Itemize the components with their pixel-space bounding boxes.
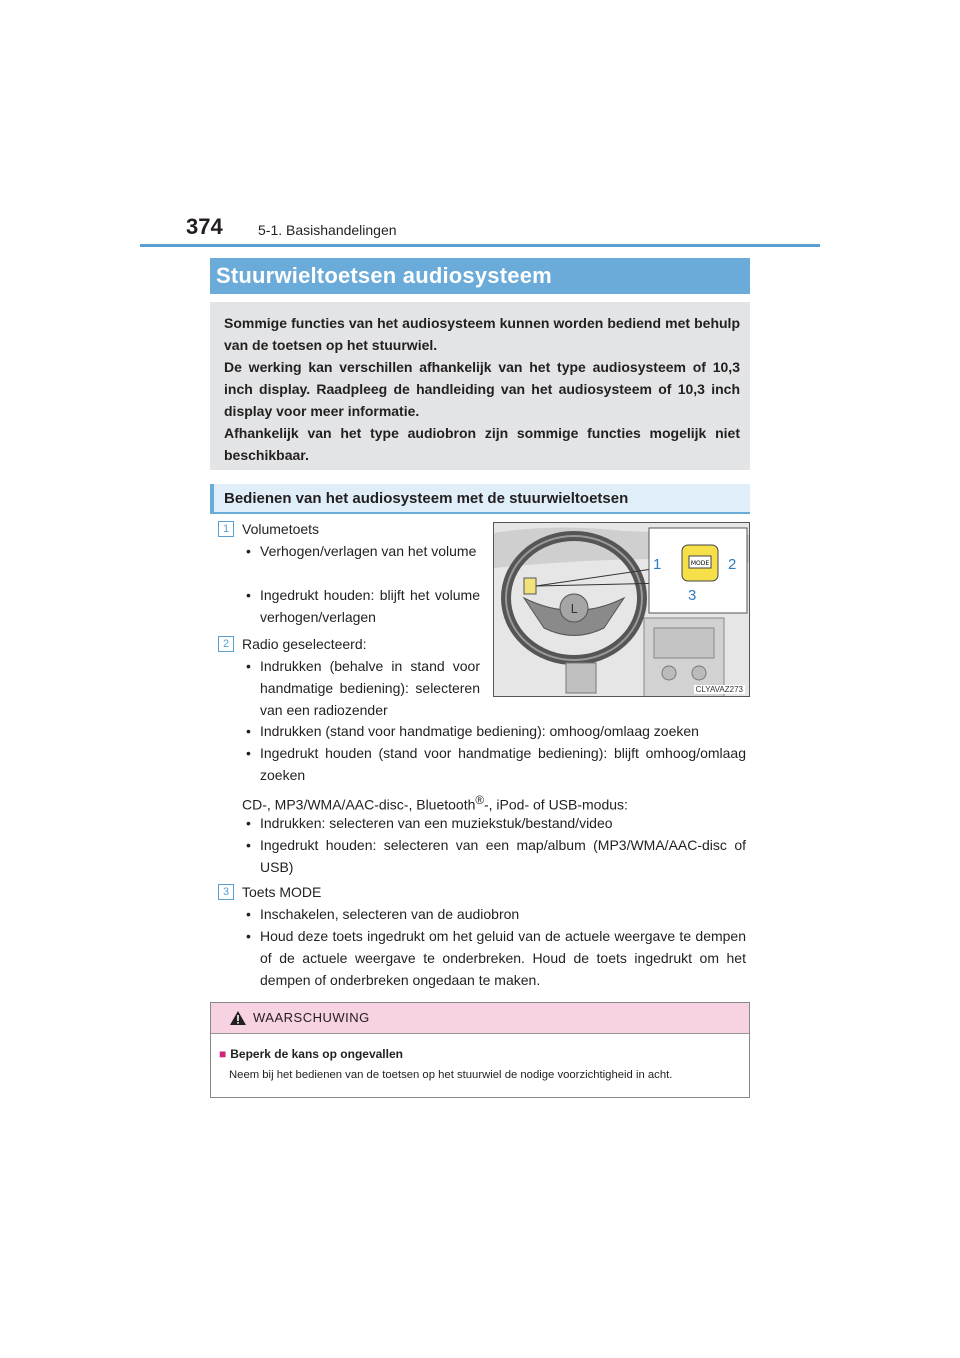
svg-text:L: L <box>570 602 578 616</box>
warning-box <box>210 1002 750 1098</box>
intro-paragraph: De werking kan verschillen afhankelijk van het type audiosysteem of 10,3 inch display. Raadpleeg de handleiding van het audiosysteem of 10,3 inch display voor meer informatie. <box>224 359 740 419</box>
warning-label: WAARSCHUWING <box>253 1010 370 1025</box>
list-item: • Ingedrukt houden: selecteren van een map/album (MP3/WMA/AAC-disc of USB) <box>246 837 746 875</box>
steering-wheel-drawing <box>494 523 750 697</box>
square-bullet-icon: ■ <box>219 1047 227 1061</box>
list-item: • Indrukken (behalve in stand voor handmatige bediening): selecteren van een radiozender <box>246 658 480 718</box>
warning-subheading: ■ Beperk de kans op ongevallen <box>219 1047 403 1061</box>
section-reference: 5-1. Basishandelingen <box>258 222 397 238</box>
list-item: • Indrukken (stand voor handmatige bediening): omhoog/omlaag zoeken <box>246 723 699 739</box>
item-title-media: CD-, MP3/WMA/AAC-disc-, Bluetooth®-, iPod- of USB-modus: <box>242 794 628 813</box>
intro-box <box>210 302 750 470</box>
warning-triangle-icon <box>229 1010 247 1026</box>
section-subheading: Bedienen van het audiosysteem met de stuurwieltoetsen <box>210 484 750 514</box>
intro-paragraph: Sommige functies van het audiosysteem kunnen worden bediend met behulp van de toetsen op het stuurwiel. <box>224 315 740 353</box>
intro-paragraph: Afhankelijk van het type audiobron zijn sommige functies mogelijk niet beschikbaar. <box>224 425 740 463</box>
list-item: • Ingedrukt houden (stand voor handmatige bediening): blijft omhoog/omlaag zoeken <box>246 745 746 783</box>
list-item: • Inschakelen, selecteren van de audiobron <box>246 906 520 922</box>
header-rule <box>140 244 820 247</box>
list-item: • Houd deze toets ingedrukt om het geluid van de actuele weergave te dempen of de actuele weergave te onderbreken. Houd de toets ingedrukt om het dempen of onderbreken ongedaan te maken. <box>246 928 746 988</box>
callout-1: 1 <box>653 556 662 573</box>
number-2-icon: 2 <box>218 636 234 652</box>
list-item: • Verhogen/verlagen van het volume <box>246 543 477 559</box>
mode-button-label: MODE <box>690 560 710 567</box>
callout-3: 3 <box>688 587 697 604</box>
steering-wheel-illustration <box>493 522 750 697</box>
number-3-icon: 3 <box>218 884 234 900</box>
warning-header <box>211 1003 749 1034</box>
list-item: • Ingedrukt houden: blijft het volume verhogen/verlagen <box>246 587 480 625</box>
page-header <box>140 212 820 248</box>
number-1-icon: 1 <box>218 521 234 537</box>
figure-code: CLYAVAZ273 <box>695 685 743 694</box>
item-title-mode: Toets MODE <box>242 884 322 900</box>
list-item: • Indrukken: selecteren van een muziekstuk/bestand/video <box>246 815 613 831</box>
callout-2: 2 <box>728 556 737 573</box>
item-title-radio: Radio geselecteerd: <box>242 636 367 652</box>
page-title: Stuurwieltoetsen audiosysteem <box>210 258 750 294</box>
warning-text: Neem bij het bedienen van de toetsen op het stuurwiel de nodige voorzichtigheid in acht. <box>229 1069 673 1081</box>
page-number: 374 <box>186 214 223 239</box>
item-title-volume: Volumetoets <box>242 521 320 537</box>
